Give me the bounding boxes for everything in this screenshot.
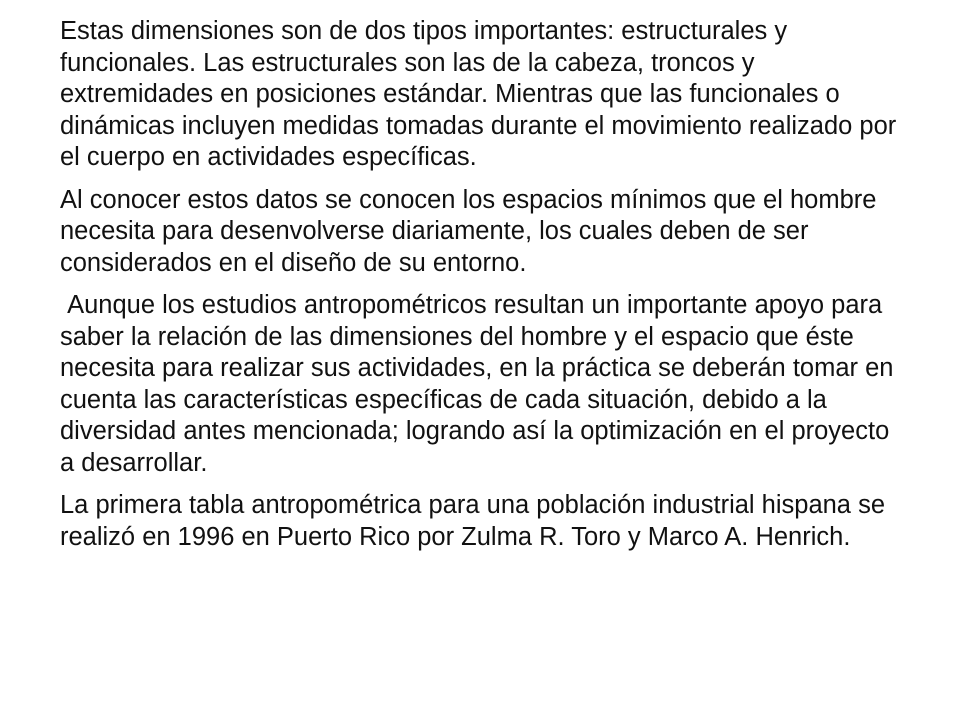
paragraph-anthropometric-studies: Aunque los estudios antropométricos resultan un importante apoyo para saber la relación de las dimensiones del hombre y el espacio que éste necesita para realizar sus actividades, en la práctica se deberán tomar en cuenta las características específicas de cada situación, debido a la diversidad antes mencionada; logrando así la optimización en el proyecto a desarrollar.: [60, 291, 901, 477]
slide-text-body: [60, 16, 905, 564]
paragraph-first-table: La primera tabla antropométrica para una población industrial hispana se realizó en 1996 en Puerto Rico por Zulma R. Toro y Marco A. Henrich.: [60, 491, 886, 551]
paragraph-dimension-types: Estas dimensiones son de dos tipos importantes: estructurales y funcionales. Las estructurales son las de la cabeza, troncos y extremidades en posiciones estándar. Mientras que las funcionales o dinámicas incluyen medidas tomadas durante el movimiento realizado por el cuerpo en actividades específicas.: [60, 17, 897, 171]
paragraph-minimum-spaces: Al conocer estos datos se conocen los espacios mínimos que el hombre necesita para desenvolverse diariamente, los cuales deben de ser considerados en el diseño de su entorno.: [60, 185, 877, 277]
